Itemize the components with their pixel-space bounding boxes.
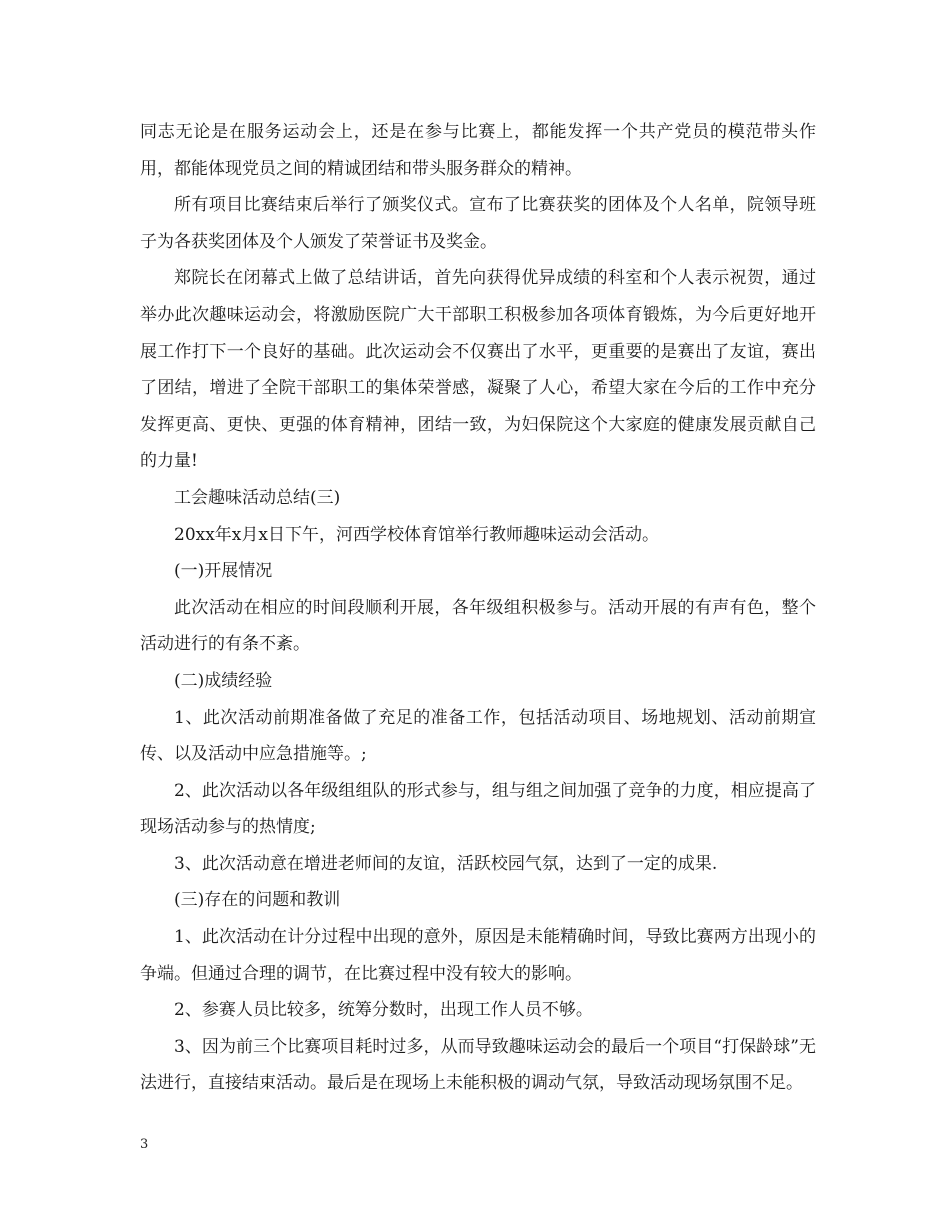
paragraph-2: 所有项目比赛结束后举行了颁奖仪式。宣布了比赛获奖的团体及个人名单，院领导班子为各获奖团体及个人颁发了荣誉证书及奖金。 bbox=[140, 195, 816, 252]
document-body bbox=[140, 114, 816, 1102]
problem-item-2: 2、参赛人员比较多，统筹分数时，出现工作人员不够。 bbox=[174, 1000, 593, 1021]
problem-item-1: 1、此次活动在计分过程中出现的意外，原因是未能精确时间，导致比赛两方出现小的争端。但通过合理的调节，在比赛过程中没有较大的影响。 bbox=[140, 927, 816, 984]
list-item-3: 3、此次活动意在增进老师间的友谊，活跃校园气氛，达到了一定的成果. bbox=[174, 853, 718, 874]
subheading-3: (三)存在的问题和教训 bbox=[174, 890, 341, 911]
section-heading-3: 工会趣味活动总结(三) bbox=[174, 487, 341, 508]
list-item-1: 1、此次活动前期准备做了充足的准备工作，包括活动项目、场地规划、活动前期宣传、以及活动中应急措施等。; bbox=[140, 707, 816, 765]
paragraph-3: 郑院长在闭幕式上做了总结讲话，首先向获得优异成绩的科室和个人表示祝贺，通过举办此次趣味运动会，将激励医院广大干部职工积极参加各项体育锻炼，为今后更好地开展工作打下一个良好的基础。此次运动会不仅赛出了水平，更重要的是赛出了友谊，赛出了团结，增进了全院干部职工的集体荣誉感，凝聚了人心，希望大家在今后的工作中充分发挥更高、更快、更强的体育精神，团结一致，为妇保院这个大家庭的健康发展贡献自己的力量! bbox=[140, 268, 816, 472]
subheading-1: (一)开展情况 bbox=[174, 561, 273, 582]
problem-item-3: 3、因为前三个比赛项目耗时过多，从而导致趣味运动会的最后一个项目“打保龄球”无法进行，直接结束活动。最后是在现场上未能积极的调动气氛，导致活动现场氛围不足。 bbox=[140, 1036, 816, 1094]
paragraph-5: 20xx年x月x日下午，河西学校体育馆举行教师趣味运动会活动。 bbox=[174, 524, 659, 545]
subheading-2: (二)成绩经验 bbox=[174, 670, 273, 691]
list-item-2: 2、此次活动以各年级组组队的形式参与，组与组之间加强了竞争的力度，相应提高了现场活动参与的热情度; bbox=[140, 780, 816, 838]
page-number: 3 bbox=[140, 1137, 149, 1152]
paragraph-7: 此次活动在相应的时间段顺利开展，各年级组积极参与。活动开展的有声有色，整个活动进行的有条不紊。 bbox=[140, 597, 816, 655]
paragraph-1: 同志无论是在服务运动会上，还是在参与比赛上，都能发挥一个共产党员的模范带头作用，都能体现党员之间的精诚团结和带头服务群众的精神。 bbox=[140, 122, 816, 179]
